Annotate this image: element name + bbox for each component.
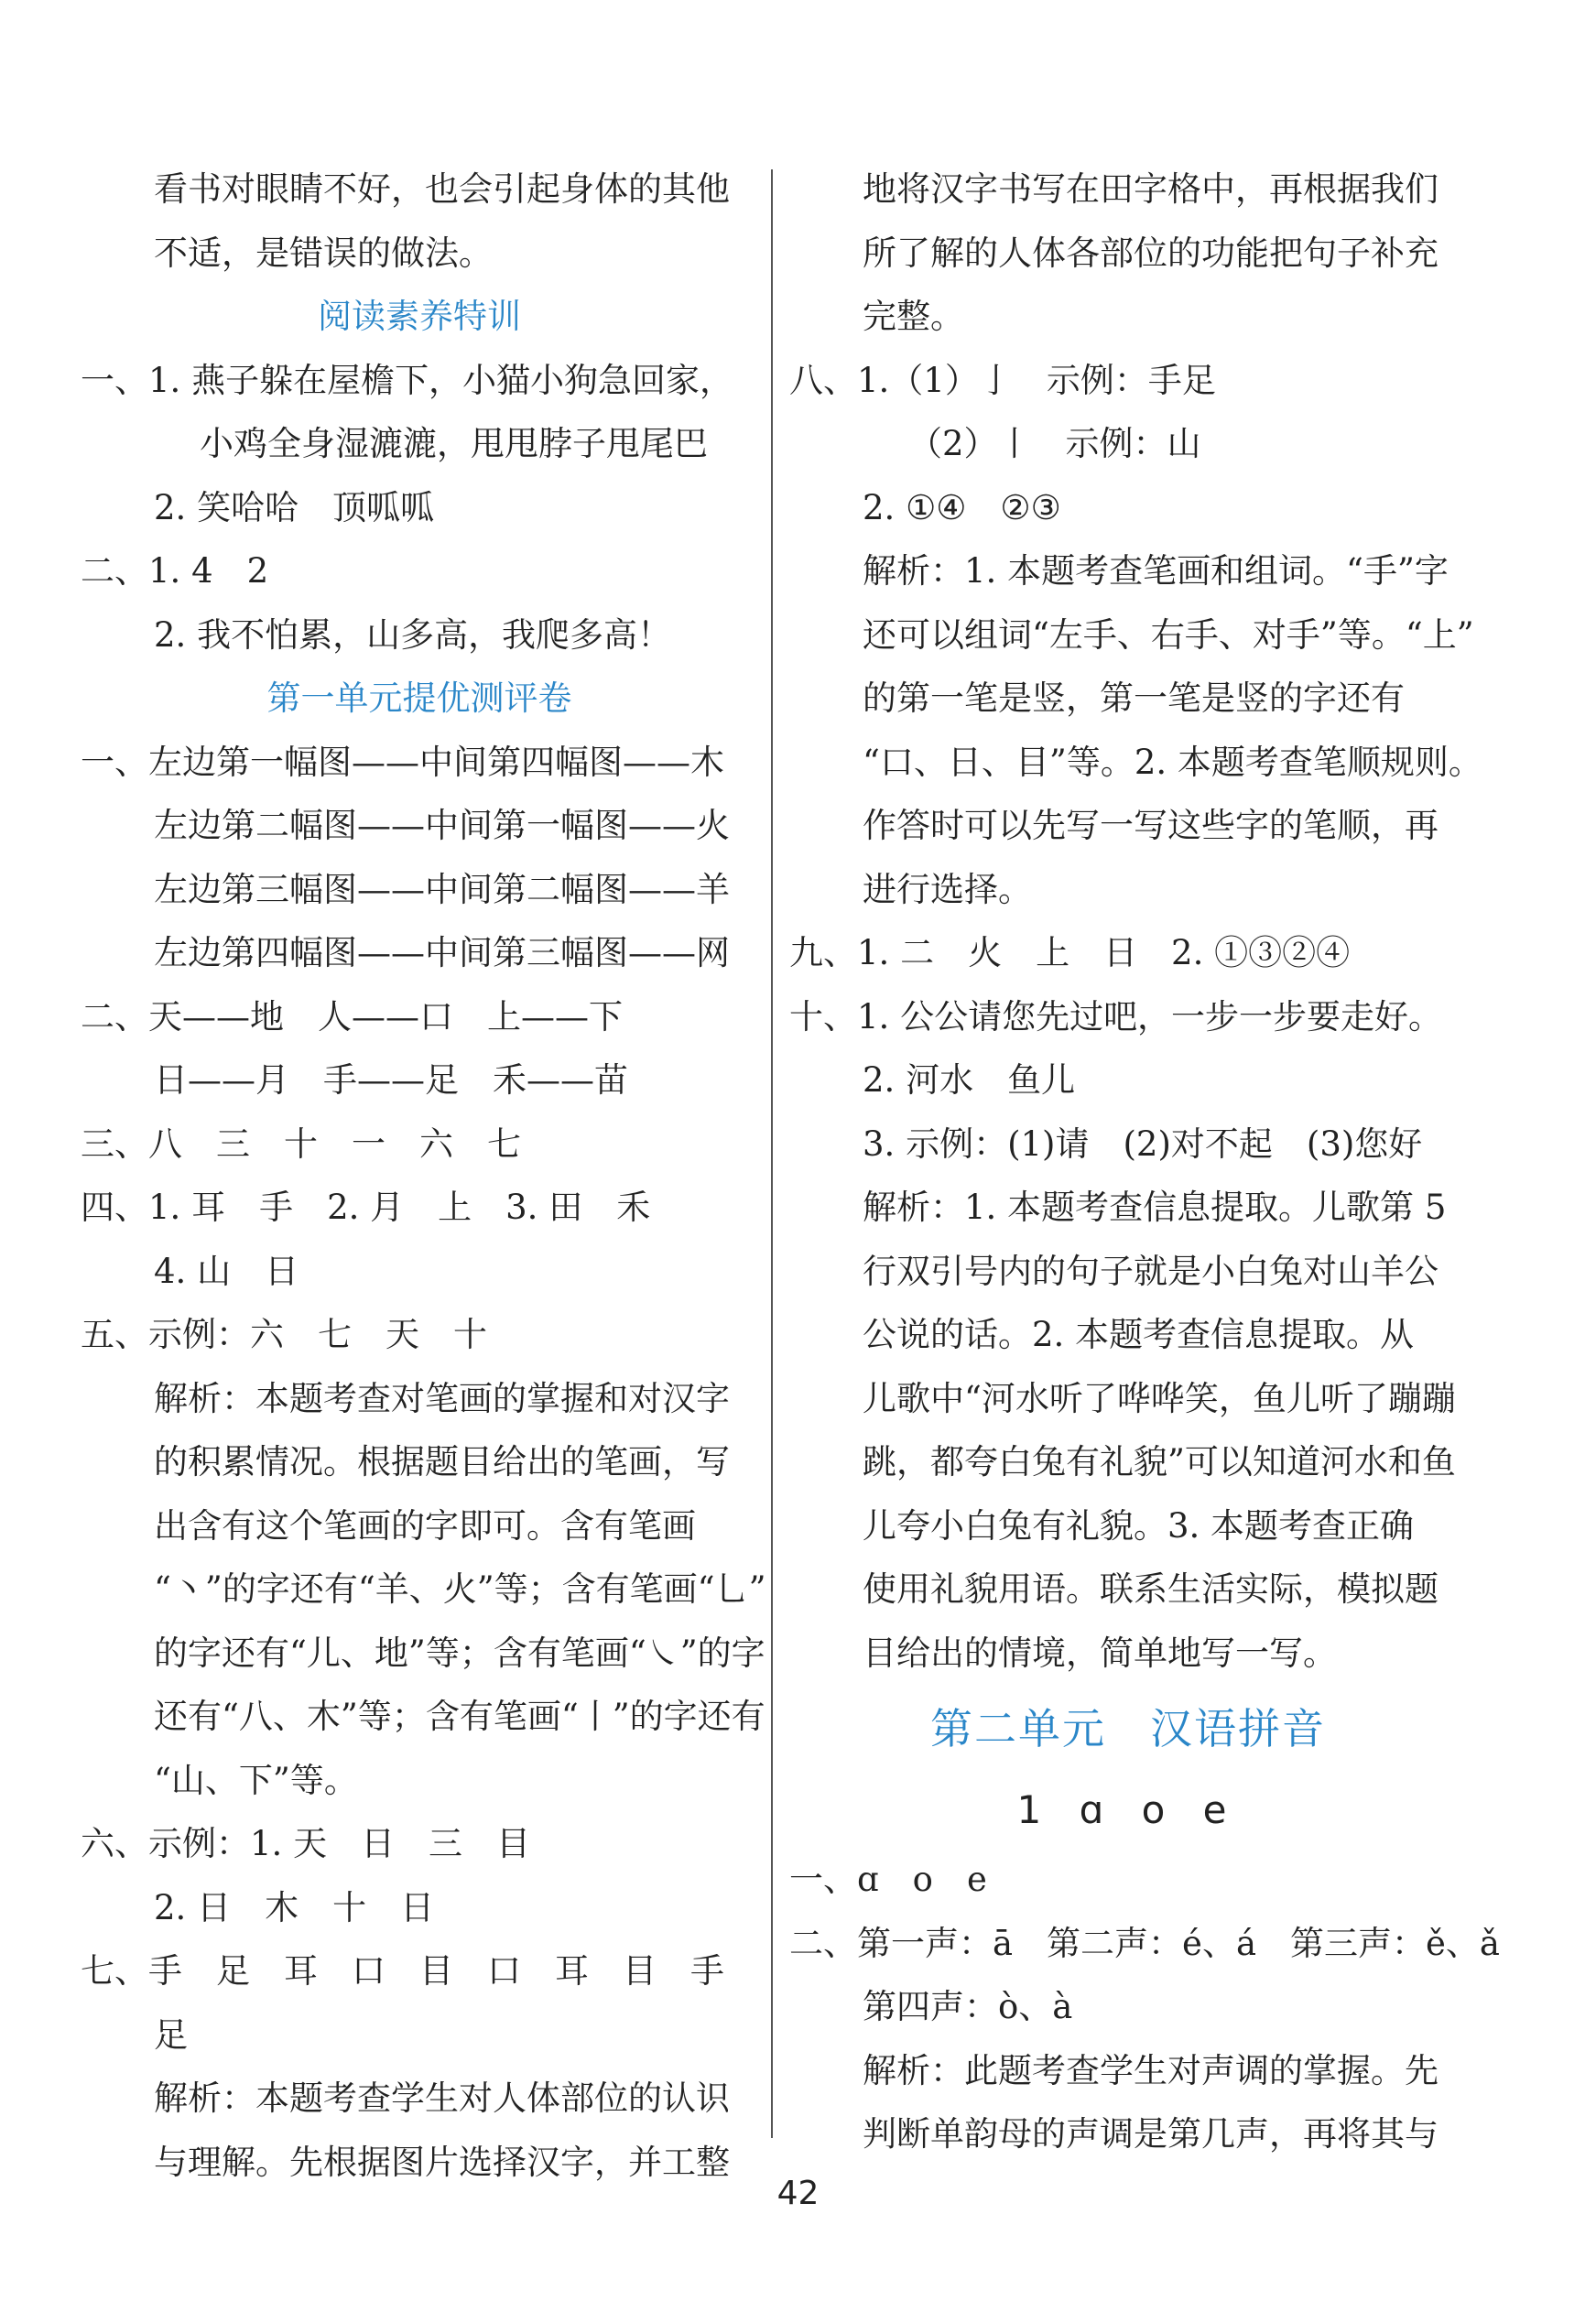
text-line: 解析：1. 本题考查笔画和组词。“手”字: [863, 551, 1449, 591]
text-line: 完整。: [863, 297, 964, 336]
text-line: 进行选择。: [863, 869, 1032, 909]
text-line: 一、左边第一幅图——中间第四幅图——木: [81, 742, 724, 782]
text-line: 2. 河水 鱼儿: [863, 1060, 1076, 1100]
text-line: 与理解。先根据图片选择汉字，并工整: [154, 2142, 730, 2182]
text-line: 二、第一声：ā 第二声：é、á 第三声：ě、ǎ: [789, 1923, 1500, 1963]
right-column: [789, 157, 1500, 2166]
text-line: 四、1. 耳 手 2. 月 上 3. 田 禾: [81, 1188, 651, 1227]
page-number: 42: [776, 2175, 820, 2212]
text-line: 4. 山 日: [154, 1251, 299, 1291]
text-line: “山、下”等。: [154, 1760, 358, 1800]
text-line: 左边第四幅图——中间第三幅图——网: [154, 933, 730, 972]
text-line: 跳，都夸白兔有礼貌”可以知道河水和鱼: [863, 1442, 1456, 1482]
text-line: 儿夸小白兔有礼貌。3. 本题考查正确: [863, 1505, 1415, 1546]
text-line: 还有“八、木”等；含有笔画“丨”的字还有: [154, 1697, 765, 1736]
text-line: 2. 我不怕累，山多高，我爬多高！: [154, 614, 672, 655]
text-line: （2）丨 示例：山: [908, 424, 1201, 463]
text-line: 二、天——地 人——口 上——下: [81, 996, 623, 1037]
text-line: 的第一笔是竖，第一笔是竖的字还有: [863, 678, 1405, 718]
text-line: 地将汉字书写在田字格中，再根据我们: [863, 169, 1439, 209]
text-line: 七、手 足 耳 口 目 口 耳 目 手: [81, 1951, 724, 1991]
text-line: 作答时可以先写一写这些字的笔顺，再: [863, 806, 1439, 845]
unit-title: 第二单元 汉语拼音: [930, 1704, 1326, 1753]
text-line: 目给出的情境，简单地写一写。: [863, 1633, 1337, 1673]
text-line: 还可以组词“左手、右手、对手”等。“上”: [863, 614, 1474, 655]
column-divider: [771, 169, 773, 2138]
left-column: [81, 157, 766, 2194]
text-line: 左边第三幅图——中间第二幅图——羊: [154, 869, 730, 909]
text-line: 的积累情况。根据题目给出的笔画，写: [154, 1442, 730, 1482]
text-line: 2. ①④ ②③: [863, 487, 1061, 527]
text-line: 第四声：ò、à: [863, 1987, 1073, 2026]
text-line: 足: [154, 2014, 188, 2055]
section-heading: 阅读素养特训: [318, 297, 521, 336]
text-line: 解析：1. 本题考查信息提取。儿歌第 5: [863, 1188, 1447, 1227]
text-line: 看书对眼睛不好，也会引起身体的其他: [154, 169, 730, 209]
text-line: 3. 示例：(1)请 (2)对不起 (3)您好: [863, 1123, 1423, 1164]
text-line: “丶”的字还有“羊、火”等；含有笔画“乚”: [154, 1569, 766, 1609]
text-line: 所了解的人体各部位的功能把句子补充: [863, 233, 1439, 273]
text-line: 一、ɑ o e: [789, 1860, 987, 1899]
text-line: 小鸡全身湿漉漉，甩甩脖子甩尾巴: [200, 424, 708, 463]
text-line: 一、1. 燕子躲在屋檐下，小猫小狗急回家，: [81, 360, 734, 400]
text-line: 行双引号内的句子就是小白兔对山羊公: [863, 1251, 1439, 1291]
text-line: 2. 日 木 十 日: [154, 1887, 435, 1927]
text-line: 二、1. 4 2: [81, 551, 269, 591]
text-line: 九、1. 二 火 上 日 2. ①③②④: [789, 933, 1351, 972]
text-line: 十、1. 公公请您先过吧，一步一步要走好。: [789, 996, 1443, 1037]
text-line: 不适，是错误的做法。: [154, 233, 493, 273]
text-line: 解析：本题考查学生对人体部位的认识: [154, 2078, 730, 2118]
text-line: 解析：此题考查学生对声调的掌握。先: [863, 2050, 1439, 2090]
text-line: 解析：本题考查对笔画的掌握和对汉字: [154, 1378, 730, 1418]
text-line: “口、日、目”等。2. 本题考查笔顺规则。: [863, 742, 1482, 782]
text-line: 三、八 三 十 一 六 七: [81, 1123, 521, 1164]
text-line: 出含有这个笔画的字即可。含有笔画: [154, 1505, 696, 1546]
text-line: 使用礼貌用语。联系生活实际，模拟题: [863, 1569, 1439, 1609]
text-line: 判断单韵母的声调是第几声，再将其与: [863, 2114, 1439, 2154]
text-line: 日——月 手——足 禾——苗: [154, 1060, 628, 1100]
lesson-title: 1 ɑ o e: [1016, 1787, 1240, 1832]
section-heading: 第一单元提优测评卷: [266, 678, 572, 718]
text-line: 左边第二幅图——中间第一幅图——火: [154, 806, 730, 845]
text-line: 2. 笑哈哈 顶呱呱: [154, 487, 435, 527]
text-line: 八、1.（1）亅 示例：手足: [789, 360, 1216, 400]
text-line: 六、示例：1. 天 日 三 目: [81, 1824, 531, 1863]
text-line: 公说的话。2. 本题考查信息提取。从: [863, 1315, 1415, 1354]
text-line: 五、示例：六 七 天 十: [81, 1315, 487, 1354]
text-line: 儿歌中“河水听了哗哗笑，鱼儿听了蹦蹦: [863, 1378, 1456, 1418]
text-line: 的字还有“儿、地”等；含有笔画“㇏”的字: [154, 1633, 765, 1673]
